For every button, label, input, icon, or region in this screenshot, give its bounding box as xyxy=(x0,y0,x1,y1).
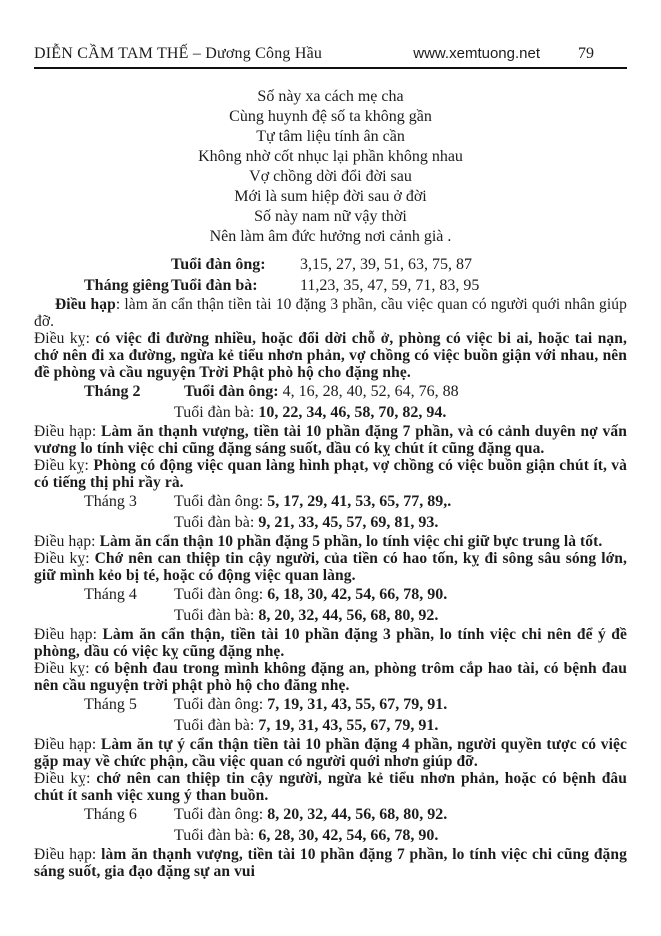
dieu-ky-label: Điều kỵ: xyxy=(34,330,96,347)
women-ages-label: Tuổi đàn bà: xyxy=(171,277,258,294)
women-ages xyxy=(174,605,438,626)
men-ages-values: 7, 19, 31, 43, 55, 67, 79, 91. xyxy=(267,696,448,713)
dieu-hap-text: làm ăn thạnh vượng, tiền tài 10 phần đặng 7 phần, lo tính việc chi cũng đặng sáng suốt, gia đạo đặng sự an vui xyxy=(34,846,627,880)
dieu-hap-text: Làm ăn cẩn thận, tiền tài 10 phần đặng 3 phần, lo tính việc chi nên để ý đề phòng, dầu có việc kỵ cũng đặng nhẹ. xyxy=(34,626,627,660)
ages-row-women xyxy=(34,402,627,423)
women-ages-values: 8, 20, 32, 44, 56, 68, 80, 92. xyxy=(258,607,439,624)
poem-line: Vợ chồng dời đổi đời sau xyxy=(249,168,412,185)
page-number: 79 xyxy=(578,45,594,62)
women-ages-values: 7, 19, 31, 43, 55, 67, 79, 91. xyxy=(258,717,439,734)
ages-row-women xyxy=(34,512,627,533)
ages-row-women xyxy=(34,275,627,296)
month-section-2 xyxy=(34,381,627,491)
dieu-ky-paragraph xyxy=(34,660,627,694)
women-ages xyxy=(174,512,438,533)
dieu-hap-text: Làm ăn thạnh vượng, tiền tài 10 phần đặng 7 phần, và có cảnh duyên nợ vấn vương lo tính việc chi cũng đặng sáng suốt, dầu có kỵ chút ít cũng đặng qua. xyxy=(34,423,627,457)
month-label: Tháng 2 xyxy=(84,383,141,400)
dieu-ky-label: Điều kỵ: xyxy=(34,457,94,474)
ages-row-men xyxy=(34,254,627,275)
dieu-hap-label: Điều hạp: xyxy=(34,626,103,643)
dieu-ky-paragraph xyxy=(34,770,627,804)
dieu-ky-text: Phòng có động việc quan làng hình phạt, vợ chồng có việc buồn giận chút ít, và có tiếng thị phi rầy rà. xyxy=(34,457,627,491)
men-ages xyxy=(174,694,447,715)
website-url: www.xemtuong.net xyxy=(413,45,540,62)
men-ages-values: 8, 20, 32, 44, 56, 68, 80, 92. xyxy=(267,806,448,823)
women-ages-label: Tuổi đàn bà: xyxy=(174,827,259,844)
ages-rows xyxy=(34,254,627,296)
men-ages-label: Tuổi đàn ông: xyxy=(184,383,283,400)
men-ages xyxy=(174,804,447,825)
dieu-hap-label: Điều hạp: xyxy=(34,533,100,550)
ages-row-women xyxy=(34,715,627,736)
women-ages-label: Tuổi đàn bà: xyxy=(174,717,259,734)
dieu-hap-label: Điều hạp xyxy=(55,296,116,313)
dieu-hap-text: Làm ăn tự ý cẩn thận tiền tài 10 phần đặng 4 phần, người quyền tược có việc gặp may về chức phận, cầu việc quan có người quới nhơn giúp đỡ. xyxy=(34,736,627,770)
dieu-hap-label: Điều hạp: xyxy=(34,736,101,753)
men-ages-label: Tuổi đàn ông: xyxy=(174,806,268,823)
book-title: DIỄN CẦM TAM THẾ – Dương Công Hầu xyxy=(34,45,323,62)
dieu-ky-label: Điều kỵ: xyxy=(34,550,95,567)
dieu-ky-text: Chớ nên can thiệp tin cậy người, của tiền có hao tốn, kỵ đi sông sâu sóng lớn, giữ mình kẻo bị té, hoặc có động việc quan làng. xyxy=(34,550,627,584)
dieu-ky-label: Điều kỵ: xyxy=(34,770,97,787)
dieu-hap-paragraph xyxy=(34,846,627,880)
month-section-5 xyxy=(34,694,627,804)
dieu-hap-paragraph xyxy=(34,423,627,457)
month-section-4 xyxy=(34,584,627,694)
dieu-ky-text: có bệnh đau trong mình không đặng an, phòng trôm cắp hao tài, có bệnh đau nên cầu nguyện trời phật phò hộ cho đăng nhẹ. xyxy=(34,660,627,694)
women-ages-values: 6, 28, 30, 42, 54, 66, 78, 90. xyxy=(258,827,439,844)
men-ages-values: 4, 16, 28, 40, 52, 64, 76, 88 xyxy=(282,383,459,400)
men-ages-values: 5, 17, 29, 41, 53, 65, 77, 89,. xyxy=(267,493,452,510)
men-ages xyxy=(184,381,459,402)
men-ages-values: 3,15, 27, 39, 51, 63, 75, 87 xyxy=(300,256,472,273)
dieu-ky-label: Điều kỵ: xyxy=(34,660,95,677)
dieu-ky-text: có việc đi đường nhiều, hoặc đổi dời chỗ ở, phòng có việc bi ai, hoặc tai nạn, chớ nên đi xa đường, ngừa kẻ tiểu nhơn phản, vợ chồng có việc buồn giận với nhau, nên đề phòng và cầu nguyện Trời Phật phò hộ cho đặng nhẹ. xyxy=(34,330,627,381)
month-section-3 xyxy=(34,491,627,584)
ages-row-women xyxy=(34,825,627,846)
dieu-hap-paragraph xyxy=(34,626,627,660)
women-ages xyxy=(174,825,438,846)
dieu-hap-paragraph xyxy=(34,296,627,330)
dieu-ky-text: chớ nên can thiệp tin cậy người, ngừa kẻ tiểu nhơn phản, hoặc có bệnh đâu chút ít sanh việc xung ý than buồn. xyxy=(34,770,627,804)
poem xyxy=(34,87,627,247)
poem-line: Cùng huynh đệ số ta không gần xyxy=(229,108,432,125)
poem-line: Mới là sum hiệp đời sau ở đời xyxy=(234,188,427,205)
women-ages-label: Tuổi đàn bà: xyxy=(174,607,259,624)
page-header xyxy=(34,44,627,64)
month-label: Tháng 6 xyxy=(84,806,137,823)
dieu-hap-label: Điều hạp: xyxy=(34,846,102,863)
dieu-hap-paragraph xyxy=(34,736,627,770)
month-section-gieng xyxy=(34,254,627,381)
men-ages xyxy=(174,491,451,512)
dieu-hap-label: Điều hạp: xyxy=(34,423,102,440)
men-ages-label: Tuổi đàn ông: xyxy=(174,586,268,603)
poem-line: Không nhờ cốt nhục lại phần không nhau xyxy=(198,148,463,165)
women-ages-label: Tuổi đàn bà: xyxy=(174,404,259,421)
header-divider xyxy=(34,67,627,69)
dieu-ky-paragraph xyxy=(34,550,627,584)
men-ages-values: 6, 18, 30, 42, 54, 66, 78, 90. xyxy=(267,586,448,603)
month-label: Tháng 3 xyxy=(84,493,137,510)
dieu-hap-text: Làm ăn cẩn thận 10 phần đặng 5 phần, lo tính việc chi giữ bực trung là tốt. xyxy=(99,533,603,550)
women-ages-values: 10, 22, 34, 46, 58, 70, 82, 94. xyxy=(258,404,447,421)
poem-line: Tự tâm liệu tính ân cần xyxy=(256,128,405,145)
dieu-hap-text: : làm ăn cẩn thận tiền tài 10 đặng 3 phần, cầu việc quan có người quới nhân giúp đỡ. xyxy=(34,296,628,330)
men-ages xyxy=(174,584,447,605)
poem-line: Số này nam nữ vậy thời xyxy=(254,208,407,225)
month-label: Tháng 4 xyxy=(84,586,137,603)
poem-line: Nên làm âm đức hưởng nơi cảnh già . xyxy=(209,228,452,245)
dieu-ky-paragraph xyxy=(34,457,627,491)
ages-row-men xyxy=(34,804,627,825)
month-label: Tháng 5 xyxy=(84,696,137,713)
dieu-ky-paragraph xyxy=(34,330,627,381)
ages-row-men xyxy=(34,694,627,715)
ages-row-men xyxy=(34,491,627,512)
month-label: Tháng giêng xyxy=(84,277,169,294)
month-section-6 xyxy=(34,804,627,880)
men-ages-label: Tuổi đàn ông: xyxy=(174,696,268,713)
men-ages-label: Tuổi đàn ông: xyxy=(171,256,266,273)
dieu-hap-paragraph xyxy=(34,533,627,550)
women-ages-label: Tuổi đàn bà: xyxy=(174,514,259,531)
poem-line: Số này xa cách mẹ cha xyxy=(257,88,404,105)
ages-row-women xyxy=(34,605,627,626)
women-ages-values: 9, 21, 33, 45, 57, 69, 81, 93. xyxy=(258,514,439,531)
men-ages-label: Tuổi đàn ông: xyxy=(174,493,268,510)
ages-row-men xyxy=(34,584,627,605)
women-ages xyxy=(174,402,446,423)
women-ages-values: 11,23, 35, 47, 59, 71, 83, 95 xyxy=(300,277,480,294)
ages-row-men xyxy=(34,381,627,402)
women-ages xyxy=(174,715,438,736)
